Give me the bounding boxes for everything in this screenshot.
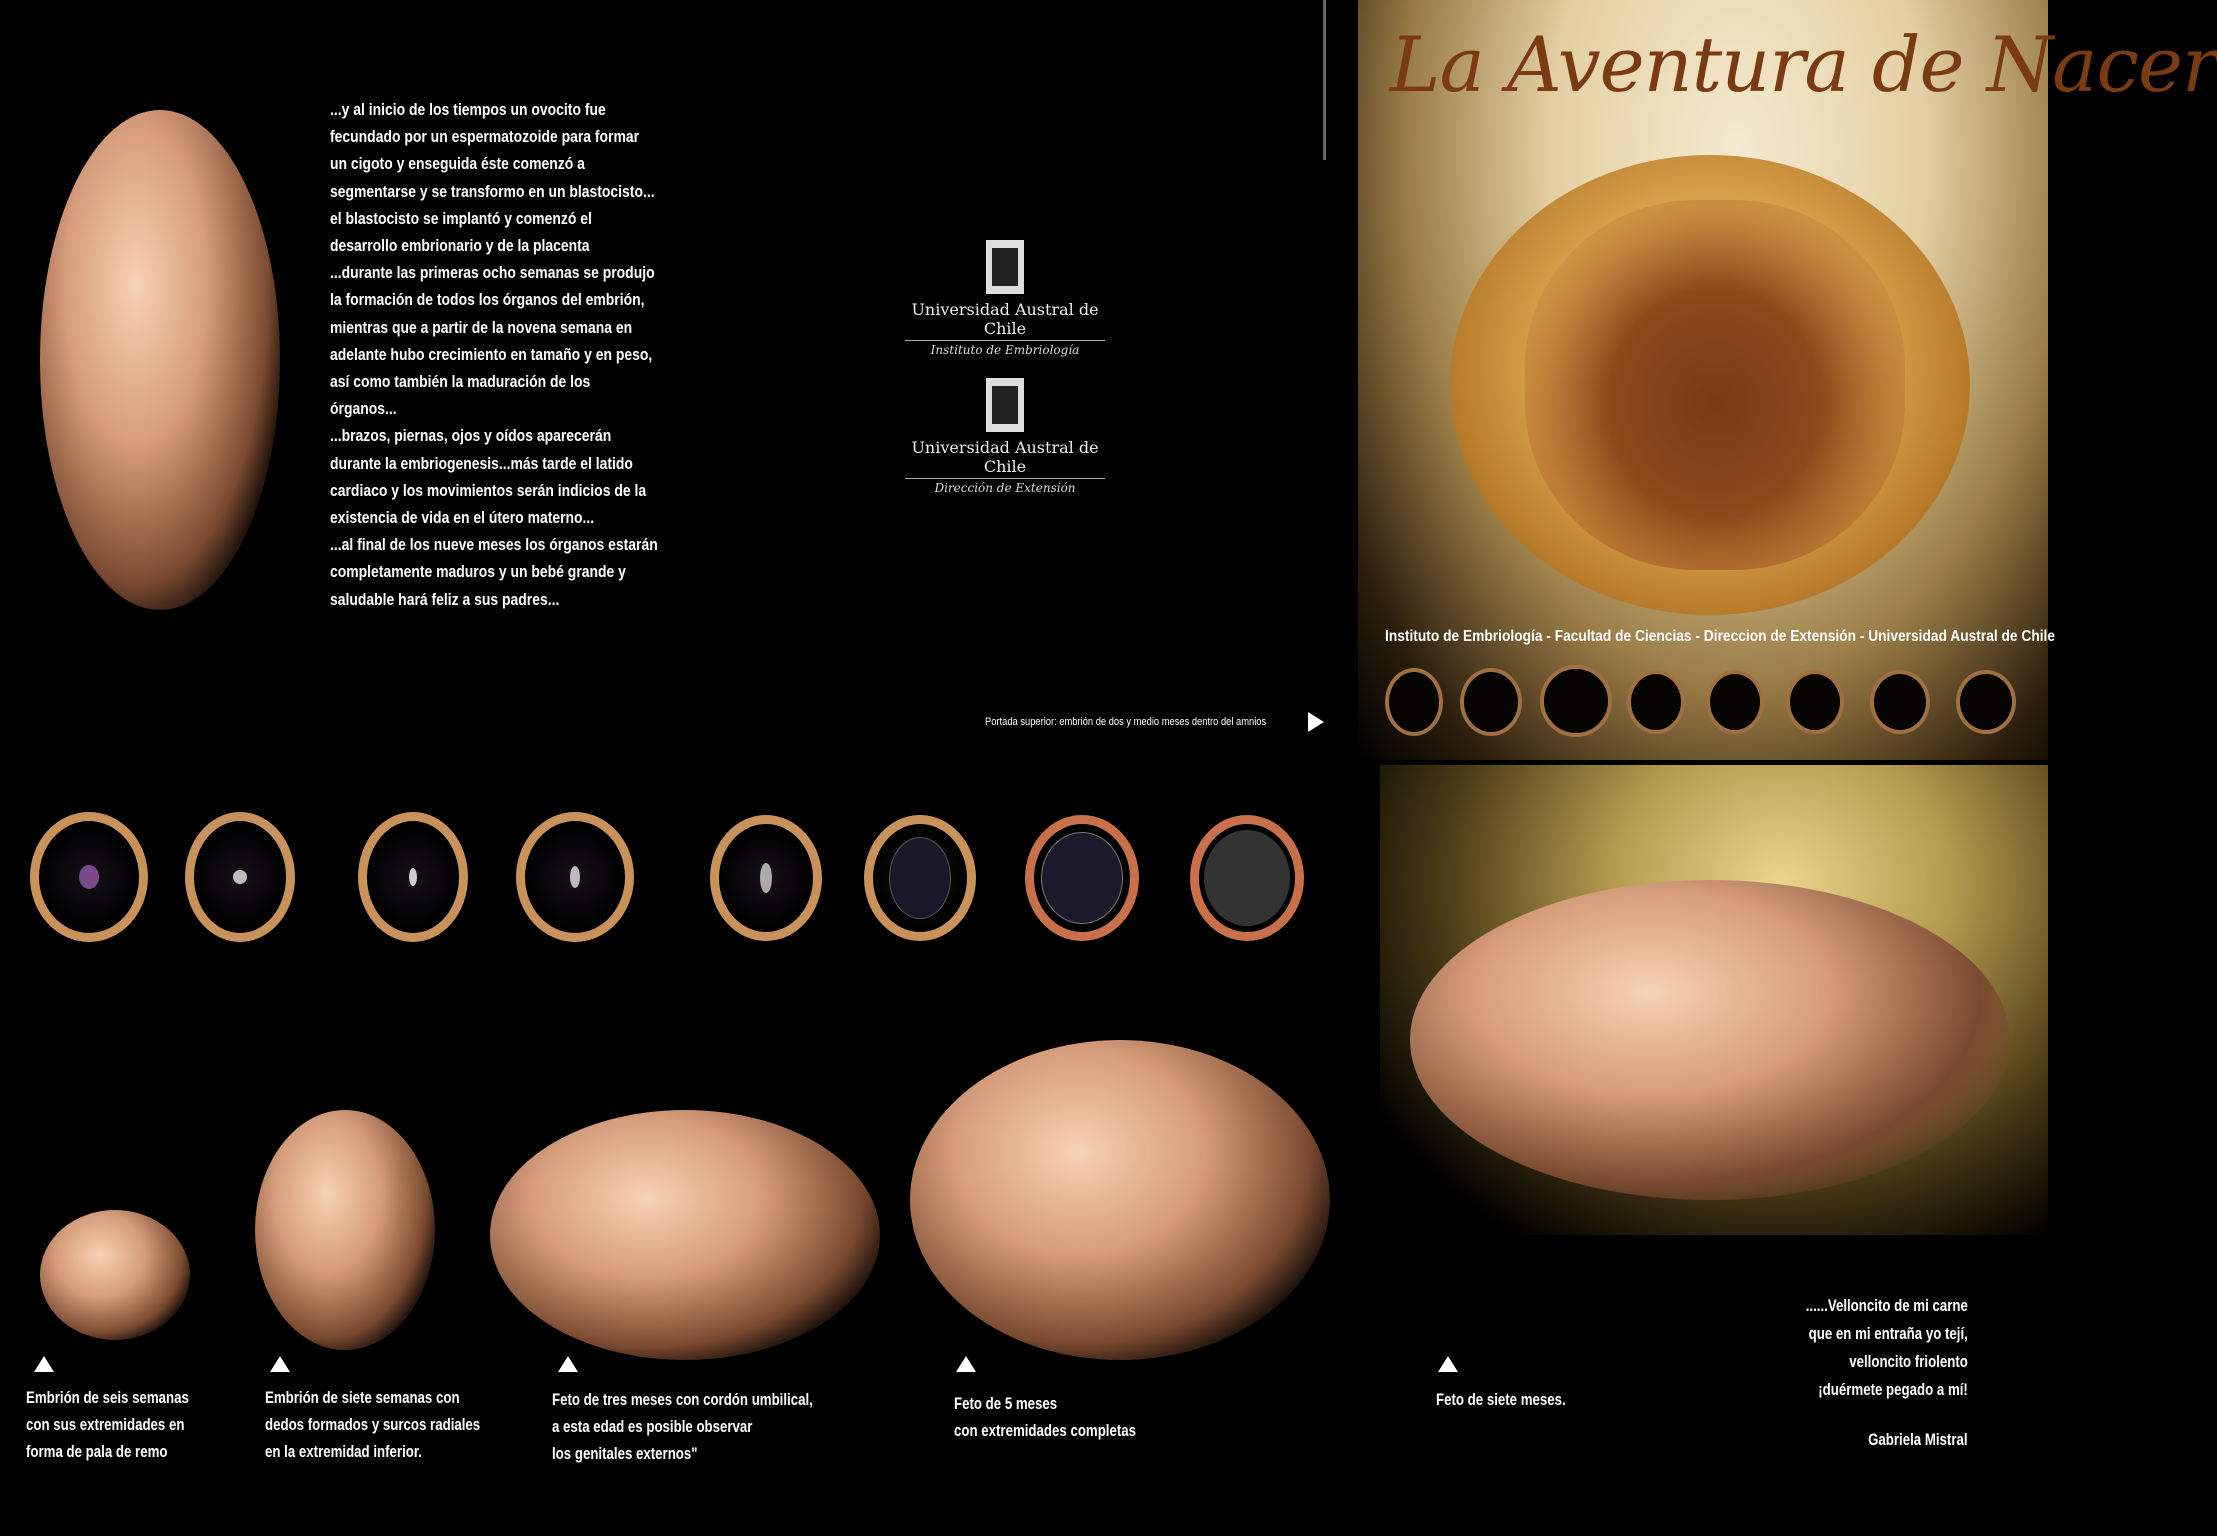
caption-marker-icon xyxy=(558,1356,578,1372)
intro-text xyxy=(330,96,658,613)
ovocyte-ring xyxy=(30,812,148,942)
caption-marker-icon xyxy=(34,1356,54,1372)
logo-direccion-extension xyxy=(905,378,1105,495)
intro-paragraph: ...durante las primeras ocho semanas se produjo la formación de todos los órganos del embrión, mientras que a partir de la novena semana en adelante hubo crecimiento en tamaño y en peso, así como también la maduración de los órganos... xyxy=(330,263,655,419)
cell-stage-ring xyxy=(1870,670,1930,734)
caption-seven-months: Feto de siete meses. xyxy=(1436,1390,1566,1409)
cell-stage-ring xyxy=(1706,670,1764,734)
two-cell-ring xyxy=(710,815,822,941)
cell-stage-ring xyxy=(1956,670,2016,734)
four-cell-ring xyxy=(864,815,976,941)
portada-caption: Portada superior: embrión de dos y medio meses dentro del amnios xyxy=(985,716,1267,728)
spine-decoration xyxy=(1318,0,1334,160)
fertilization-ring xyxy=(185,812,295,942)
cell-stage-ring xyxy=(1540,665,1612,737)
logo-university-name: Universidad Austral de Chile xyxy=(905,438,1105,479)
cell-stage-ring xyxy=(1385,668,1443,736)
embryo-six-weeks-photo xyxy=(40,1210,190,1340)
fetus-seven-months-photo xyxy=(1410,880,2010,1200)
poem-text: ......Velloncito de mi carne que en mi entraña yo tejí, velloncito friolento ¡duérmete pegado a mí! xyxy=(1805,1296,1968,1399)
cover-title: La Aventura de Nacer xyxy=(1390,20,2217,109)
embryo-in-amnion xyxy=(1525,200,1905,570)
intro-paragraph: ...brazos, piernas, ojos y oídos aparecerán durante la embriogenesis...más tarde el latido cardiaco y los movimientos serán indicios de la existencia de vida en el útero materno... xyxy=(330,426,647,528)
institutions-line: Instituto de Embriología - Facultad de Ciencias - Direccion de Extensión - Universidad Austral de Chile xyxy=(1385,628,2056,645)
logo-subtitle: Dirección de Extensión xyxy=(934,481,1076,495)
caption-marker-icon xyxy=(270,1356,290,1372)
university-crest-icon xyxy=(986,240,1024,294)
intro-paragraph: el blastocisto se implantó y comenzó el desarrollo embrionario y de la placenta xyxy=(330,208,592,256)
fetus-photo-top-left xyxy=(40,110,280,610)
cell-stage-ring xyxy=(1460,668,1522,736)
eight-cell-ring xyxy=(1025,815,1139,941)
embryo-seven-weeks-photo xyxy=(255,1110,435,1350)
fetus-five-months-photo xyxy=(910,1040,1330,1360)
cell-stage-ring xyxy=(1627,670,1685,734)
morula-ring xyxy=(1190,815,1304,941)
spermatozoa-ring xyxy=(358,812,468,942)
fetus-three-months-photo xyxy=(490,1110,880,1360)
caption-seven-weeks: Embrión de siete semanas con dedos formados y surcos radiales en la extremidad inferior. xyxy=(265,1388,481,1461)
intro-paragraph: ...al final de los nueve meses los órganos estarán completamente maduros y un bebé grande y saludable hará feliz a sus padres... xyxy=(330,535,658,609)
caption-three-months: Feto de tres meses con cordón umbilical, a esta edad es posible observar los genitales externos" xyxy=(552,1390,813,1463)
caption-marker-icon xyxy=(1438,1356,1458,1372)
intro-paragraph: ...y al inicio de los tiempos un ovocito fue fecundado por un espermatozoide para formar un cigoto y enseguida éste comenzó a segmentarse y se transformo en un blastocisto... xyxy=(330,100,655,201)
poem-author: Gabriela Mistral xyxy=(1868,1430,1968,1449)
caption-marker-icon xyxy=(956,1356,976,1372)
caption-five-months: Feto de 5 meses con extremidades completas xyxy=(954,1394,1137,1440)
spine-pattern-icon xyxy=(1318,0,1332,160)
zygote-ring xyxy=(516,812,634,942)
logo-instituto-embriologia xyxy=(905,240,1105,357)
play-arrow-icon xyxy=(1308,712,1324,732)
logo-university-name: Universidad Austral de Chile xyxy=(905,300,1105,341)
logo-subtitle: Instituto de Embriología xyxy=(930,343,1080,357)
cell-stage-ring xyxy=(1786,670,1844,734)
university-crest-icon xyxy=(986,378,1024,432)
caption-six-weeks: Embrión de seis semanas con sus extremidades en forma de pala de remo xyxy=(26,1388,189,1461)
